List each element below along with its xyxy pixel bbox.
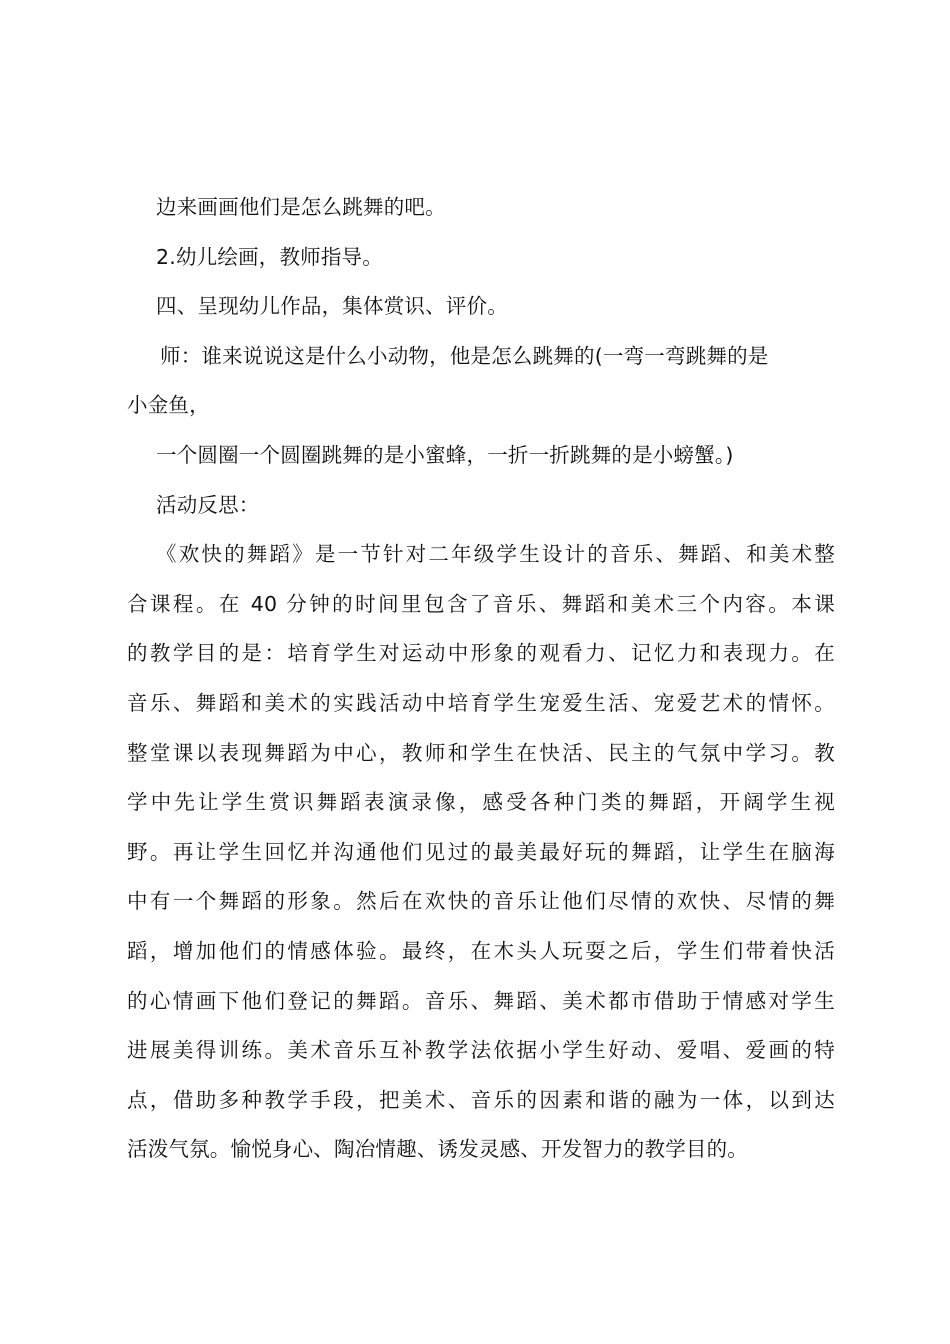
- text-line: 2.幼儿绘画，教师指导。: [156, 244, 383, 269]
- paragraph-line: 《欢快的舞蹈》是一节针对二年级学生设计的音乐、舞蹈、和美术整: [156, 542, 835, 567]
- paragraph-line: 进展美得训练。美术音乐互补教学法依据小学生好动、爱唱、爱画的特: [127, 1038, 835, 1063]
- document-body: [127, 183, 835, 1175]
- paragraph-line: 合课程。在 40 分钟的时间里包含了音乐、舞蹈和美术三个内容。本课: [127, 591, 835, 616]
- text-line: 小金鱼，: [127, 393, 210, 418]
- paragraph-line: 音乐、舞蹈和美术的实践活动中培育学生宠爱生活、宠爱艺术的情怀。: [127, 690, 835, 715]
- reflection-paragraph: [127, 530, 835, 1175]
- text-line: 四、呈现幼儿作品，集体赏识、评价。: [156, 294, 508, 319]
- paragraph-line: 野。再让学生回忆并沟通他们见过的最美最好玩的舞蹈，让学生在脑海: [127, 839, 835, 864]
- paragraph-line: 点，借助多种教学手段，把美术、音乐的因素和谐的融为一体，以到达: [127, 1087, 835, 1112]
- paragraph-line: 学中先让学生赏识舞蹈表演录像，感受各种门类的舞蹈，开阔学生视: [127, 790, 835, 815]
- text-line: 一个圆圈一个圆圈跳舞的是小蜜蜂，一折一折跳舞的是小螃蟹。): [156, 442, 734, 467]
- text-line: 师：谁来说说这是什么小动物，他是怎么跳舞的(一弯一弯跳舞的是: [160, 343, 769, 368]
- paragraph-line: 的心情画下他们登记的舞蹈。音乐、舞蹈、美术都市借助于情感对学生: [127, 988, 835, 1013]
- section-heading: 活动反思：: [156, 492, 260, 517]
- paragraph-line: 中有一个舞蹈的形象。然后在欢快的音乐让他们尽情的欢快、尽情的舞: [127, 889, 835, 914]
- paragraph-line: 蹈，增加他们的情感体验。最终，在木头人玩耍之后，学生们带着快活: [127, 938, 835, 963]
- paragraph-line: 整堂课以表现舞蹈为中心，教师和学生在快活、民主的气氛中学习。教: [127, 740, 835, 765]
- text-line: 边来画画他们是怎么跳舞的吧。: [156, 195, 446, 219]
- paragraph-line: 的教学目的是：培育学生对运动中形象的观看力、记忆力和表现力。在: [127, 641, 835, 666]
- paragraph-line: 活泼气氛。愉悦身心、陶冶情趣、诱发灵感、开发智力的教学目的。: [127, 1137, 748, 1162]
